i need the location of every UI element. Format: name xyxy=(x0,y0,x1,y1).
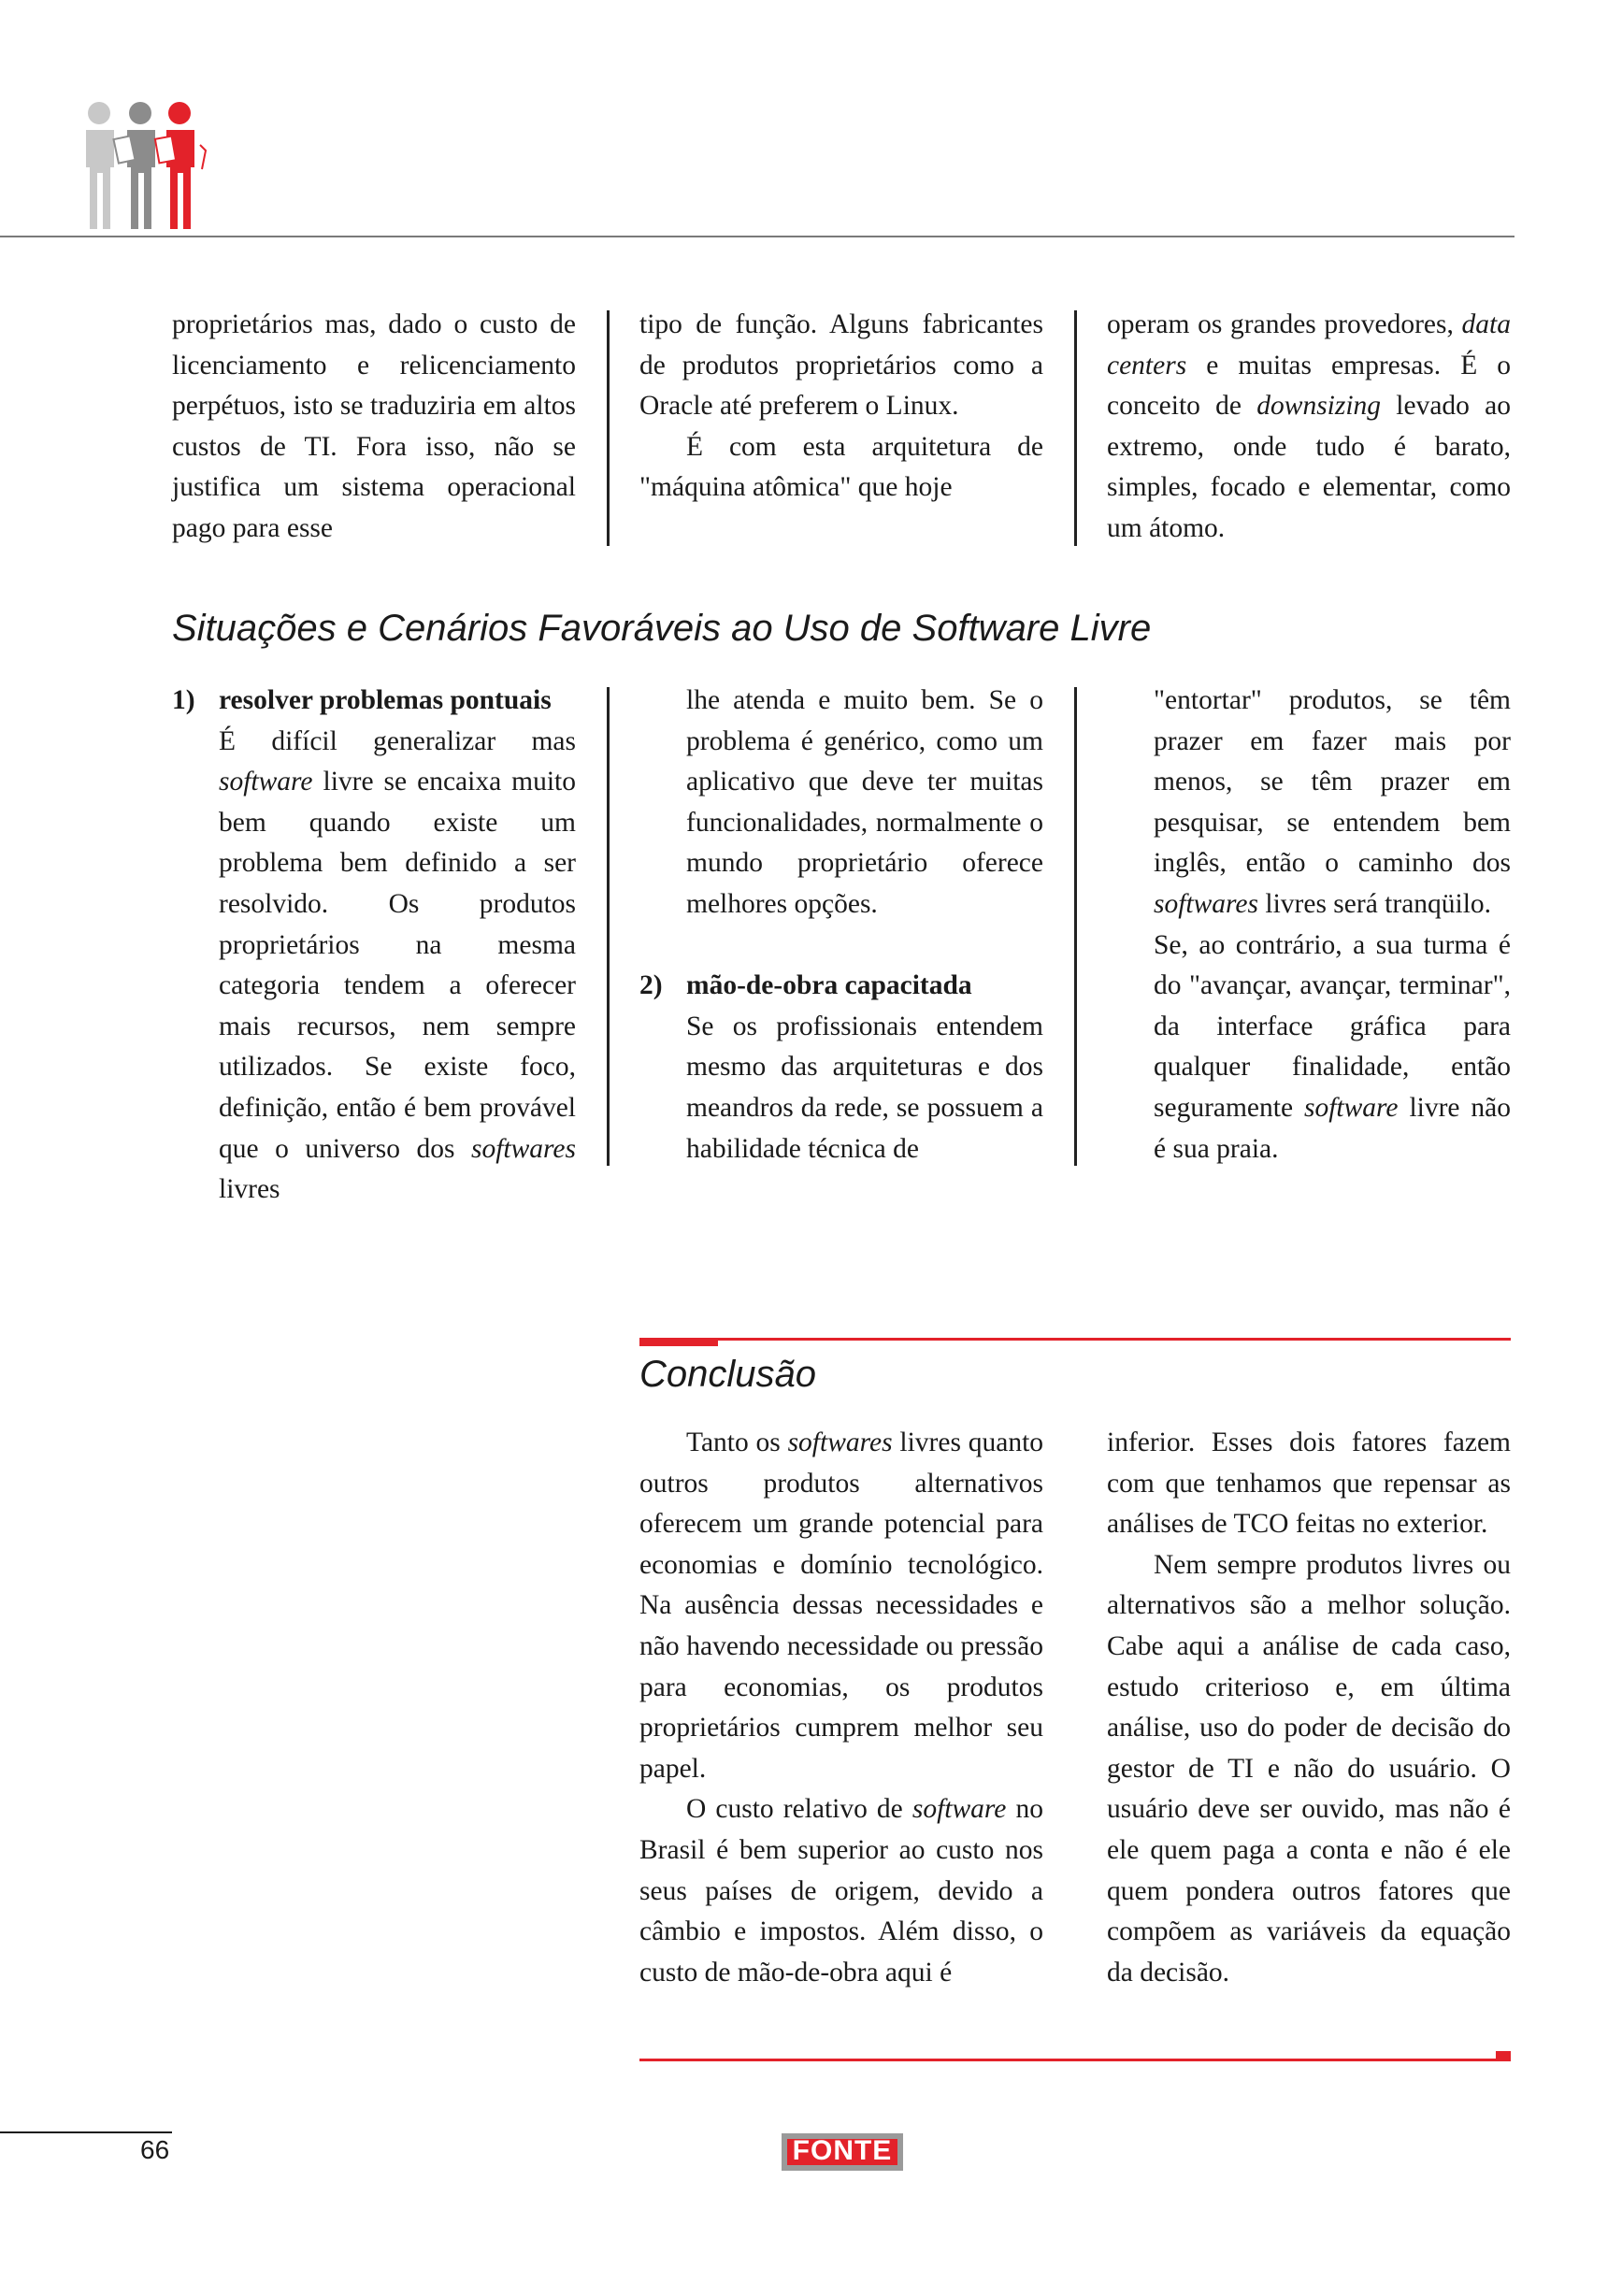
conclusion-column-1 xyxy=(639,1423,1043,1993)
conclusion-heading: Conclusão xyxy=(639,1354,817,1395)
people-group-icon xyxy=(75,98,215,238)
list-item-2-continuation: "entortar" produtos, se têm prazer em fazer mais por menos, se têm prazer em pesquisar, se entendem bem inglês, então o caminho dos softwares livres será tranqüilo. xyxy=(1154,685,1511,919)
section1-column-1 xyxy=(172,681,576,1211)
section-heading: Situações e Cenários Favoráveis ao Uso de Software Livre xyxy=(172,608,1152,649)
conclusion-bottom-accent xyxy=(1496,2051,1511,2059)
list-item-2-paragraph-2: Se, ao contrário, a sua turma é do "avançar, avançar, terminar", da interface gráfica para qualquer finalidade, então seguramente software livre não é sua praia. xyxy=(1154,929,1512,1164)
column-divider xyxy=(1074,687,1077,1166)
conclusion-bottom-rule xyxy=(639,2059,1511,2061)
list-item-2-text: mão-de-obra capacitada Se os profissionais entendem mesmo das arquiteturas e dos meandros da rede, se possuem a habilidade técnica de xyxy=(686,970,1043,1164)
conclusion-column-2 xyxy=(1107,1423,1511,1993)
header-logo xyxy=(75,98,215,238)
list-item-1-continuation: lhe atenda e muito bem. Se o problema é genérico, como um aplicativo que deve ter muitas funcionalidades, normalmente o mundo proprietário oferece melhores opções. xyxy=(686,685,1043,919)
list-item-1 xyxy=(172,681,576,1211)
top-col2-paragraph-2: É com esta arquitetura de "máquina atômica" que hoje xyxy=(639,431,1043,503)
footer-rule xyxy=(0,2131,172,2133)
conclusion-accent-bar xyxy=(639,1338,718,1346)
list-number: 1) xyxy=(172,685,195,715)
list-item-1-text: resolver problemas pontuais É difícil generalizar mas software livre se encaixa muito bem quando existe um problema bem definido a ser resolvido. Os produtos proprietários na mesma categoria tendem a oferecer mais recursos, nem sempre utilizados. Se existe foco, definição, então é bem provável que o universo dos softwares livres xyxy=(219,685,576,1205)
conclusion-paragraph-4: Nem sempre produtos livres ou alternativos são a melhor solução. Cabe aqui a análise de cada caso, estudo criterioso e, em última análise, uso do poder de decisão do gestor de TI e não do usuário. O usuário deve ser ouvido, mas não é ele quem paga a conta e não é ele quem pondera outros fatores que compõem as variáveis da equação da decisão. xyxy=(1107,1549,1511,1987)
list-item-title: resolver problemas pontuais xyxy=(219,685,552,715)
header-rule xyxy=(0,236,1514,237)
top-col1-text: proprietários mas, dado o custo de licenciamento e relicenciamento perpétuos, isto se traduziria em altos custos de TI. Fora isso, não se justifica um sistema operacional pago para esse xyxy=(172,309,576,543)
conclusion-paragraph-1: Tanto os softwares livres quanto outros produtos alternativos oferecem um grande potencial para economias e domínio tecnológico. Na ausência dessas necessidades e não havendo necessidade ou pressão para economias, os produtos proprietários cumprem melhor seu papel. xyxy=(639,1428,1044,1784)
list-item-title: mão-de-obra capacitada xyxy=(686,970,972,1001)
list-number: 2) xyxy=(639,970,663,1001)
section1-column-3 xyxy=(1107,681,1511,1170)
top-col3-text: operam os grandes provedores, data centers e muitas empresas. É o conceito de downsizing levado ao extremo, onde tudo é barato, simples, focado e elementar, como um átomo. xyxy=(1107,309,1512,543)
top-column-3 xyxy=(1107,305,1511,550)
conclusion-top-rule xyxy=(639,1338,1511,1341)
column-divider xyxy=(1074,310,1077,546)
fonte-logo xyxy=(782,2133,903,2171)
conclusion-paragraph-2: O custo relativo de software no Brasil é bem superior ao custo nos seus países de origem, devido a câmbio e impostos. Além disso, o custo de mão-de-obra aqui é xyxy=(639,1794,1043,1987)
page-number: 66 xyxy=(140,2135,170,2164)
top-column-1 xyxy=(172,305,576,550)
top-col2-paragraph-1: tipo de função. Alguns fabricantes de produtos proprietários como a Oracle até preferem o Linux. xyxy=(639,309,1043,422)
column-divider xyxy=(607,687,610,1166)
top-column-2 xyxy=(639,305,1043,509)
section1-column-2 xyxy=(639,681,1043,1170)
conclusion-paragraph-3: inferior. Esses dois fatores fazem com que tenhamos que repensar as análises de TCO feitas no exterior. xyxy=(1107,1428,1511,1540)
fonte-logo-text: FONTE xyxy=(792,2135,893,2166)
column-divider xyxy=(607,310,610,546)
list-item-2 xyxy=(639,966,1043,1170)
